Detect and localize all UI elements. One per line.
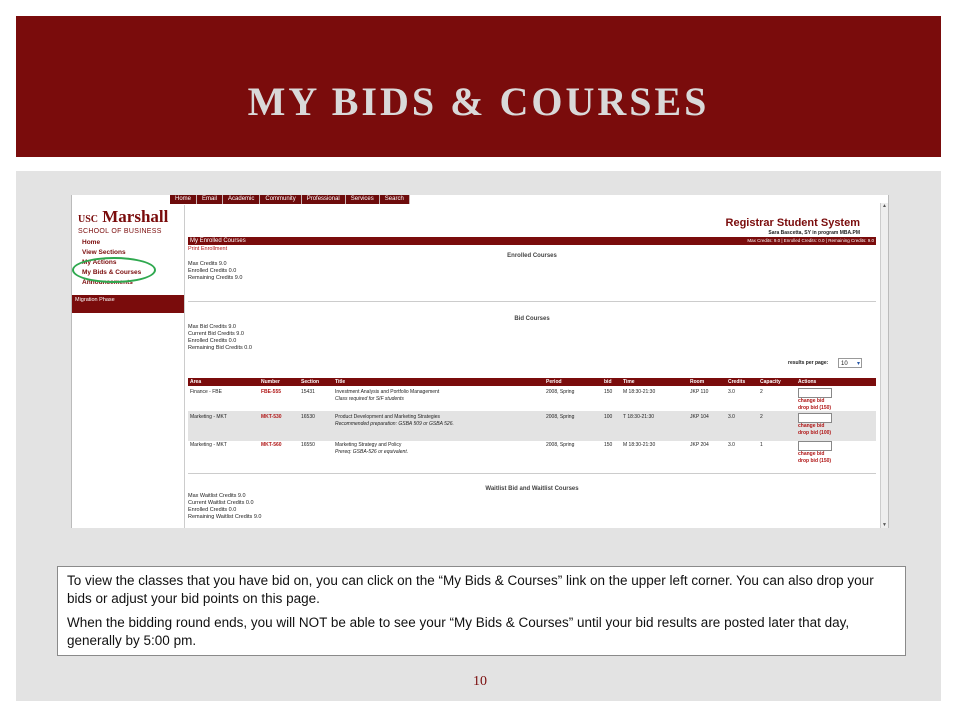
top-nav-home[interactable]: Home bbox=[170, 195, 197, 204]
cell-area: Marketing - MKT bbox=[190, 442, 227, 448]
page-number: 10 bbox=[473, 674, 487, 689]
bid-actions bbox=[798, 423, 831, 437]
bid-input[interactable] bbox=[798, 413, 832, 423]
enrolled-stat: Max Credits 9.0 bbox=[188, 261, 227, 267]
waitlist-stat: Max Waitlist Credits 9.0 bbox=[188, 493, 246, 499]
top-nav-search[interactable]: Search bbox=[380, 195, 410, 204]
waitlist-stat: Remaining Waitlist Credits 9.0 bbox=[188, 514, 262, 520]
section-bar-title: My Enrolled Courses bbox=[190, 238, 246, 244]
top-nav-academic[interactable]: Academic bbox=[223, 195, 260, 204]
cell-bid: 150 bbox=[604, 442, 613, 448]
side-nav-home[interactable]: Home bbox=[82, 239, 101, 246]
cell-capacity: 1 bbox=[760, 442, 763, 448]
change-bid-link[interactable]: change bid bbox=[798, 423, 825, 429]
highlight-oval bbox=[72, 257, 156, 283]
cell-title: Product Development and Marketing Strategies bbox=[335, 414, 441, 420]
cell-period: 2008, Spring bbox=[546, 389, 575, 395]
marshall-logo[interactable] bbox=[78, 208, 168, 235]
col-capacity[interactable]: Capacity bbox=[760, 379, 781, 385]
top-nav-services[interactable]: Services bbox=[346, 195, 380, 204]
top-nav-community[interactable]: Community bbox=[260, 195, 301, 204]
bid-actions bbox=[798, 451, 831, 465]
bid-stats bbox=[188, 324, 252, 352]
bid-stat: Max Bid Credits 9.0 bbox=[188, 324, 236, 330]
top-nav-email[interactable]: Email bbox=[197, 195, 223, 204]
caption-box bbox=[57, 566, 906, 656]
cell-number[interactable]: MKT-530 bbox=[261, 414, 282, 420]
results-per-page-value: 10 bbox=[841, 361, 848, 367]
change-bid-link[interactable]: change bid bbox=[798, 398, 825, 404]
cell-title: Marketing Strategy and Policy bbox=[335, 442, 402, 448]
waitlist-stat: Enrolled Credits 0.0 bbox=[188, 507, 237, 513]
logo-school: SCHOOL OF BUSINESS bbox=[78, 228, 162, 235]
cell-bid: 150 bbox=[604, 389, 613, 395]
side-nav-my-bids-courses[interactable]: My Bids & Courses bbox=[82, 269, 142, 276]
bid-stat: Remaining Bid Credits 0.0 bbox=[188, 345, 252, 351]
migration-phase-box bbox=[72, 295, 184, 313]
col-room[interactable]: Room bbox=[690, 379, 705, 385]
caption-paragraph-1: To view the classes that you have bid on, you can click on the “My Bids & Courses” link on the upper left corner. You can also drop your bids or adjust your bid points on this page. bbox=[67, 573, 874, 606]
cell-number[interactable]: FBE-555 bbox=[261, 389, 282, 395]
results-per-page-select[interactable] bbox=[838, 358, 862, 368]
drop-bid-link[interactable]: drop bid (150) bbox=[798, 458, 832, 464]
caption-paragraph-2: When the bidding round ends, you will NOT be able to see your “My Bids & Courses” until your bid results are posted later that day, generally by 5:00 pm. bbox=[67, 615, 850, 648]
top-nav bbox=[170, 195, 410, 204]
col-section[interactable]: Section bbox=[301, 379, 320, 385]
enrolled-heading: Enrolled Courses bbox=[507, 253, 557, 259]
cell-period: 2008, Spring bbox=[546, 442, 575, 448]
enrolled-stat: Remaining Credits 9.0 bbox=[188, 275, 243, 281]
cell-section: 15431 bbox=[301, 389, 315, 395]
cell-period: 2008, Spring bbox=[546, 414, 575, 420]
cell-area: Finance - FBE bbox=[190, 389, 222, 395]
cell-area: Marketing - MKT bbox=[190, 414, 227, 420]
drop-bid-link[interactable]: drop bid (100) bbox=[798, 430, 832, 436]
bid-heading: Bid Courses bbox=[514, 316, 550, 322]
cell-bid: 100 bbox=[604, 414, 613, 420]
section-bar bbox=[188, 237, 876, 245]
cell-note: Recommended preparation: GSBA 509 or GSBA 526. bbox=[335, 421, 454, 427]
divider bbox=[188, 301, 876, 302]
cell-title: Investment Analysis and Portfolio Management bbox=[335, 389, 440, 395]
enrolled-stats bbox=[188, 261, 242, 282]
change-bid-link[interactable]: change bid bbox=[798, 451, 825, 457]
side-nav-view-sections[interactable]: View Sections bbox=[82, 249, 126, 256]
cell-section: 16550 bbox=[301, 442, 315, 448]
enrolled-stat: Enrolled Credits 0.0 bbox=[188, 268, 237, 274]
cell-capacity: 2 bbox=[760, 414, 763, 420]
table-row bbox=[188, 411, 876, 441]
slide-title: MY BIDS & COURSES bbox=[247, 79, 710, 124]
scrollbar[interactable] bbox=[880, 203, 888, 528]
col-period[interactable]: Period bbox=[546, 379, 562, 385]
cell-note: Class required for SIF students bbox=[335, 396, 404, 402]
cell-credits: 3.0 bbox=[728, 389, 735, 395]
cell-capacity: 2 bbox=[760, 389, 763, 395]
waitlist-stats bbox=[188, 493, 261, 521]
top-nav-professional[interactable]: Professional bbox=[302, 195, 346, 204]
col-number[interactable]: Number bbox=[261, 379, 280, 385]
col-bid[interactable]: bid bbox=[604, 379, 612, 385]
print-enrollment-link[interactable]: Print Enrollment bbox=[188, 246, 228, 252]
waitlist-stat: Current Waitlist Credits 0.0 bbox=[188, 500, 254, 506]
cell-time: M 18:30-21:30 bbox=[623, 442, 656, 448]
cell-credits: 3.0 bbox=[728, 414, 735, 420]
cell-time: M 18:30-21:30 bbox=[623, 389, 656, 395]
divider bbox=[188, 473, 876, 474]
table-header bbox=[188, 378, 876, 386]
chevron-down-icon: ▾ bbox=[856, 361, 860, 367]
bid-actions bbox=[798, 398, 831, 412]
col-time[interactable]: Time bbox=[623, 379, 635, 385]
system-title: Registrar Student System bbox=[725, 217, 860, 229]
section-bar-summary: Max Credits: 9.0 | Enrolled Credits: 0.0 | Remaining Credits: 9.0 bbox=[747, 238, 874, 243]
logo-marshall: Marshall bbox=[102, 207, 169, 226]
cell-room: JKP 110 bbox=[690, 389, 709, 395]
registrar-screenshot bbox=[71, 195, 889, 528]
bid-stat: Enrolled Credits 0.0 bbox=[188, 338, 237, 344]
side-nav-announcements[interactable]: Announcements bbox=[82, 279, 133, 286]
scroll-down-icon[interactable]: ▼ bbox=[882, 522, 887, 528]
cell-credits: 3.0 bbox=[728, 442, 735, 448]
cell-number[interactable]: MKT-560 bbox=[261, 442, 282, 448]
bid-input[interactable] bbox=[798, 388, 832, 398]
scroll-up-icon[interactable]: ▲ bbox=[882, 203, 887, 209]
waitlist-heading: Waitlist Bid and Waitlist Courses bbox=[485, 486, 579, 492]
cell-room: JKP 204 bbox=[690, 442, 709, 448]
sidebar-divider bbox=[184, 205, 185, 528]
col-actions: Actions bbox=[798, 379, 817, 385]
table-row bbox=[188, 439, 876, 469]
bid-input[interactable] bbox=[798, 441, 832, 451]
cell-room: JKP 104 bbox=[690, 414, 709, 420]
cell-section: 16530 bbox=[301, 414, 315, 420]
title-banner bbox=[16, 16, 941, 157]
results-per-page-label: results per page: bbox=[788, 360, 829, 366]
col-credits[interactable]: Credits bbox=[728, 379, 746, 385]
cell-time: T 18:30-21:30 bbox=[623, 414, 655, 420]
col-area[interactable]: Area bbox=[190, 379, 202, 385]
drop-bid-link[interactable]: drop bid (150) bbox=[798, 405, 832, 411]
user-info: Sara Bascetta, SY in program MBA.PM bbox=[768, 230, 860, 236]
col-title[interactable]: Title bbox=[335, 379, 346, 385]
logo-usc: USC bbox=[78, 214, 99, 225]
bid-stat: Current Bid Credits 9.0 bbox=[188, 331, 244, 337]
side-nav-my-actions[interactable]: My Actions bbox=[82, 259, 117, 266]
cell-note: Prereq: GSBA-526 or equivalent. bbox=[335, 449, 409, 455]
migration-phase-label: Migration Phase bbox=[75, 297, 115, 303]
